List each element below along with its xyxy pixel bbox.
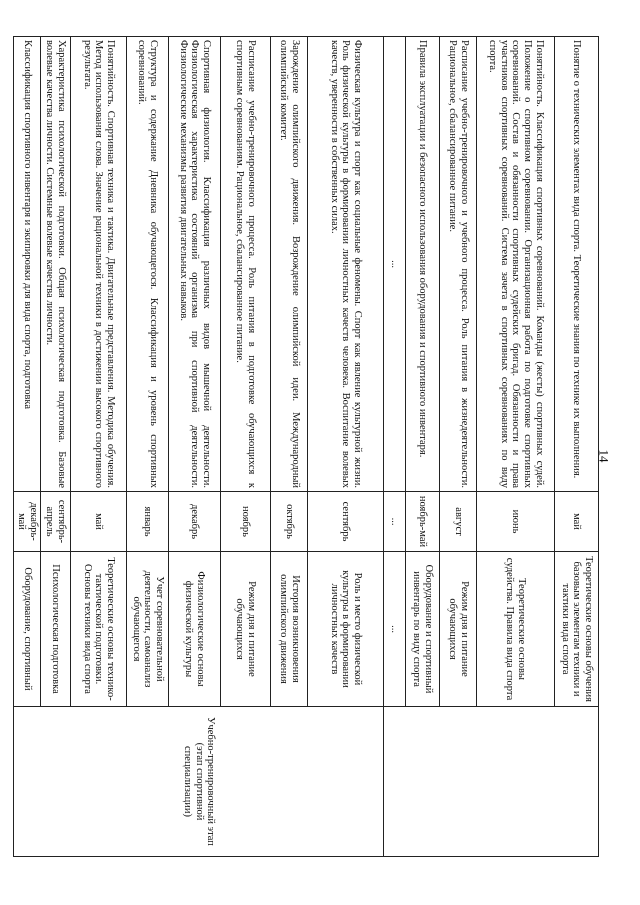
row-content: Расписание учебно-тренировочного и учебного процесса. Роль питания в жизнедеятельности. Рациональное, сбалансированное питание.: [440, 37, 477, 492]
row-month: май: [555, 492, 599, 552]
row-theme: Режим дня и питание обучающихся: [221, 552, 271, 707]
row-content: Понятие о технических элементах вида спорта. Теоретические знания по технике их выполнения.: [555, 37, 599, 492]
row-content: Структура и содержание Дневника обучающегося. Классификация и уровень спортивных соревнований.: [127, 37, 169, 492]
row-theme: Физиологические основы физической культуры: [169, 552, 221, 707]
row-theme: Оборудование и спортивный инвентарь по виду спорта: [406, 552, 440, 707]
row-month: январь: [127, 492, 169, 552]
empty-stage-cell: [384, 707, 599, 857]
row-theme: Психологическая подготовка: [41, 552, 71, 707]
theory-plan-table: [14, 36, 600, 857]
row-theme: Теоретические основы судейства. Правила вида спорта: [477, 552, 555, 707]
row-content: Правила эксплуатации и безопасного использования оборудования и спортивного инвентаря.: [406, 37, 440, 492]
row-month: ...: [384, 492, 406, 552]
row-theme: Оборудование, спортивный: [14, 552, 41, 707]
row-theme: Учет соревновательной деятельности, самоанализ обучающегося: [127, 552, 169, 707]
row-theme: Роль и место физической культуры в формировании личностных качеств: [308, 552, 384, 707]
rotated-table-wrapper: [16, 36, 599, 856]
row-theme: Теоретические основы обучения базовым элементам техники и тактики вида спорта: [555, 552, 599, 707]
row-content: Характеристика психологической подготовки. Общая психологическая подготовка. Базовые волевые качества личности. Системные волевые качества личности.: [41, 37, 71, 492]
table-row: [308, 37, 384, 857]
row-month: октябрь: [271, 492, 308, 552]
row-month: август: [440, 492, 477, 552]
row-theme: История возникновения олимпийского движения: [271, 552, 308, 707]
table-row: [555, 37, 599, 857]
row-theme: ...: [384, 552, 406, 707]
row-month: сентябрь-апрель: [41, 492, 71, 552]
row-theme: Теоретические основы технико-тактической подготовки. Основы техники вида спорта: [71, 552, 127, 707]
page-number: 14: [596, 449, 612, 463]
row-content: Понятийность. Спортивная техника и тактика. Двигательные представления. Методика обучения. Метод использования слова. Значение рациональной техники в достижении высокого спортивного результата.: [71, 37, 127, 492]
row-content: Расписание учебно-тренировочного процесса. Роль питания в подготовке обучающихся к спортивным соревнованиям. Рациональное, сбалансированное питание.: [221, 37, 271, 492]
row-month: декабрь-май: [14, 492, 41, 552]
row-content: Классификация спортивного инвентаря и экипировки для вида спорта, подготовка: [14, 37, 41, 492]
row-month: декабрь: [169, 492, 221, 552]
row-theme: Режим дня и питание обучающихся: [440, 552, 477, 707]
stage-label: Учебно-тренировочный этап (этап спортивной специализации): [14, 707, 384, 857]
row-content: Физическая культура и спорт как социальные феномены. Спорт как явление культурной жизни. Роль физической культуры в формировании личностных качеств человека. Воспитание волевых качеств, уверенности в собственных силах.: [308, 37, 384, 492]
row-month: ноябрь-май: [406, 492, 440, 552]
row-month: сентябрь: [308, 492, 384, 552]
row-content: Понятийность. Классификация спортивных соревнований. Команды (жесты) спортивных судей. Положение о спортивном соревновании. Организационная работа по подготовке спортивных соревнований. Состав и обязанности спортивных судейских бригад. Обязанности и права участников спортивных соревнований. Система зачета в спортивных соревнованиях по виду спорта.: [477, 37, 555, 492]
row-content: ...: [384, 37, 406, 492]
row-month: июнь: [477, 492, 555, 552]
row-month: май: [71, 492, 127, 552]
row-content: Спортивная физиология. Классификация различных видов мышечной деятельности. Физиологическая характеристика состояний организма при спортивной деятельности. Физиологические механизмы развития двигательных навыков.: [169, 37, 221, 492]
row-month: ноябрь: [221, 492, 271, 552]
row-content: Зарождение олимпийского движения. Возрождение олимпийской идеи. Международный олимпийский комитет.: [271, 37, 308, 492]
